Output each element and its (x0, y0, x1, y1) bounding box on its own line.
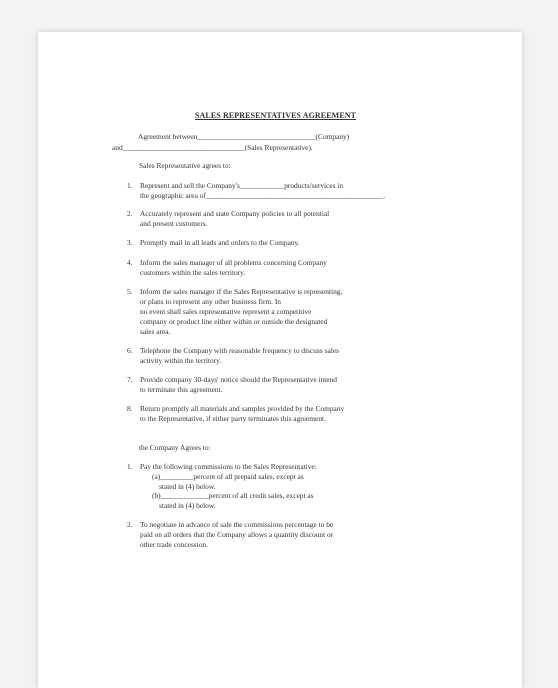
rep-item-6 (127, 346, 427, 366)
item-line: To negotiate in advance of sale the commissions percentage to be (140, 520, 334, 529)
agreement-title: SALES REPRESENTATIVES AGREEMENT (195, 111, 357, 120)
item-line: Accurately represent and state Company policies to all potential (140, 209, 330, 218)
item-line: activity within the territory. (140, 356, 222, 365)
company-item-1 (127, 462, 427, 472)
rep-item-8 (127, 404, 427, 424)
header-line-representative: and_________________________________(Sales Representative). (112, 143, 313, 152)
item-number: 1. (127, 462, 133, 471)
item-line: no event shall sales representative represent a competitive (140, 307, 312, 316)
item-number: 7. (127, 375, 133, 384)
item-line: Provide company 30-days' notice should the Representative intend (140, 375, 337, 384)
rep-item-1 (127, 181, 427, 201)
commission-prepaid-note: stated in (4) below. (159, 482, 216, 491)
item-number: 2. (127, 520, 133, 529)
item-line: paid on all orders that the Company allows a quantity discount or (140, 530, 334, 539)
item-line: the geographic area of________________________________________________. (140, 191, 386, 200)
company-item-2 (127, 520, 427, 550)
item-number: 6. (127, 346, 133, 355)
item-number: 5. (127, 287, 133, 296)
commission-credit-note: stated in (4) below. (159, 501, 216, 510)
item-line: Telephone the Company with reasonable frequency to discuss sales (140, 346, 339, 355)
item-line: to terminate this agreement. (140, 385, 223, 394)
item-line: Promptly mail in all leads and orders to the Company. (140, 238, 300, 247)
item-line: sales area. (140, 327, 171, 336)
document-page (38, 32, 522, 688)
company-agrees-heading: the Company Agrees to: (139, 443, 211, 452)
rep-item-5 (127, 287, 427, 337)
item-number: 8. (127, 404, 133, 413)
item-line: and present customers. (140, 219, 208, 228)
commission-prepaid-line: (a)_________percent of all prepaid sales, except as (152, 472, 304, 481)
rep-item-7 (127, 375, 427, 395)
item-line: Return promptly all materials and samples provided by the Company (140, 404, 345, 413)
rep-item-2 (127, 209, 427, 229)
header-line-company: Agreement between________________________________(Company) (138, 132, 350, 141)
rep-item-3 (127, 238, 427, 248)
item-line: Inform the sales manager if the Sales Representative is representing, (140, 287, 343, 296)
item-line: company or product line either within or outside the designated (140, 317, 328, 326)
item-number: 2. (127, 209, 133, 218)
item-line: to the Representative, if either party terminates this agreement. (140, 414, 326, 423)
item-number: 4. (127, 258, 133, 267)
rep-item-4 (127, 258, 427, 278)
item-line: Represent and sell the Company's____________products/services in (140, 181, 344, 190)
item-number: 1. (127, 181, 133, 190)
commission-credit-line: (b)_____________percent of all credit sales, except as (152, 491, 314, 500)
item-line: other trade concession. (140, 540, 208, 549)
item-line: Pay the following commissions to the Sales Representative: (140, 462, 317, 471)
item-line: or plans to represent any other business firm. In (140, 297, 282, 306)
item-line: customers within the sales territory. (140, 268, 246, 277)
item-line: Inform the sales manager of all problems concerning Company (140, 258, 327, 267)
item-number: 3. (127, 238, 133, 247)
rep-agrees-heading: Sales Representative agrees to: (139, 161, 231, 170)
